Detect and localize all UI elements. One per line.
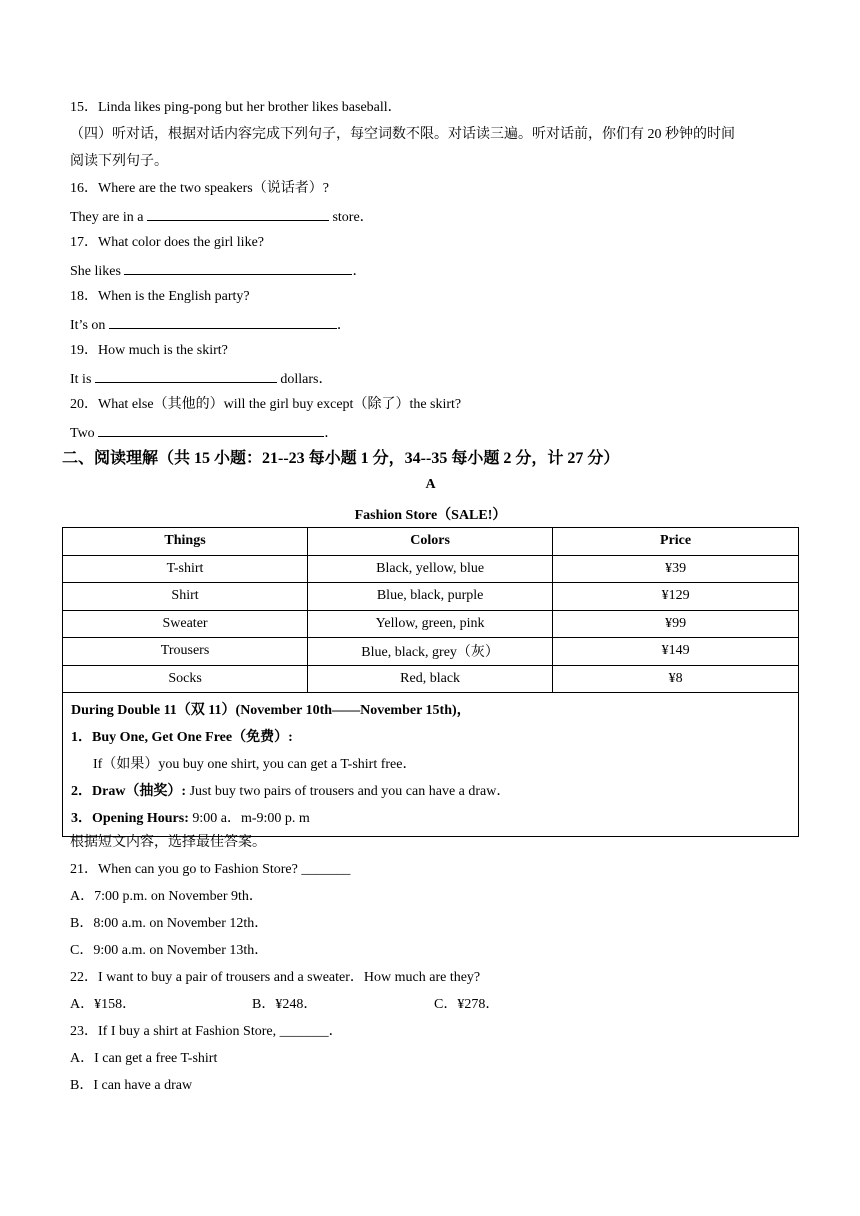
answer-suffix: ．	[324, 426, 339, 441]
passage-label: A	[425, 477, 436, 492]
table-row	[63, 638, 799, 666]
answer-suffix: store．	[332, 210, 374, 225]
table-row	[63, 583, 799, 611]
question-21: 21．When can you go to Fashion Store? _______	[70, 862, 351, 877]
question-22: 22．I want to buy a pair of trousers and a sweater．How much are they?	[70, 970, 481, 985]
answer-prefix: It is	[70, 372, 92, 387]
table-notes-row	[63, 693, 799, 837]
notes-item-3-text: 9:00 a．m-9:00 p. m	[188, 811, 310, 826]
answer-line-17	[70, 260, 366, 282]
table-row	[63, 610, 799, 638]
passage-title: Fashion Store（SALE!）	[354, 508, 507, 523]
cell-price: ¥129	[553, 583, 799, 611]
header-colors: Colors	[308, 528, 553, 556]
notes-item-2-text: Just buy two pairs of trousers and you can have a draw．	[186, 784, 511, 799]
answer-prefix: She likes	[70, 264, 121, 279]
cell-colors: Red, black	[308, 665, 553, 693]
listening-instruction-line1: （四）听对话，根据对话内容完成下列句子，每空词数不限。对话读三遍。听对话前，你们有 20 秒钟的时间	[70, 127, 735, 142]
answer-line-20	[70, 422, 338, 444]
question-18: 18．When is the English party?	[70, 289, 250, 304]
table-header-row	[63, 528, 799, 556]
cell-colors: Yellow, green, pink	[308, 610, 553, 638]
answer-line-18	[70, 314, 351, 336]
reading-instruction: 根据短文内容，选择最佳答案。	[70, 835, 266, 850]
answer-blank-19[interactable]	[95, 368, 277, 383]
sale-notes	[63, 693, 799, 837]
option-22-b[interactable]: B．¥248．	[252, 997, 318, 1012]
cell-price: ¥39	[553, 555, 799, 583]
option-21-c[interactable]: C．9:00 a.m. on November 13th．	[70, 943, 269, 958]
answer-prefix: It’s on	[70, 318, 106, 333]
answer-prefix: Two	[70, 426, 95, 441]
cell-thing: Sweater	[63, 610, 308, 638]
option-21-a[interactable]: A．7:00 p.m. on November 9th．	[70, 889, 263, 904]
answer-line-16	[70, 206, 374, 228]
cell-thing: Shirt	[63, 583, 308, 611]
answer-line-19	[70, 368, 333, 390]
answer-suffix: dollars．	[280, 372, 333, 387]
cell-thing: T-shirt	[63, 555, 308, 583]
header-things: Things	[63, 528, 308, 556]
cell-price: ¥99	[553, 610, 799, 638]
cell-colors: Black, yellow, blue	[308, 555, 553, 583]
notes-item-3-label: 3．Opening Hours:	[71, 811, 189, 826]
notes-item-3	[71, 805, 790, 832]
cell-colors: Blue, black, purple	[308, 583, 553, 611]
question-17: 17．What color does the girl like?	[70, 235, 264, 250]
answer-suffix: ．	[352, 264, 367, 279]
option-23-a[interactable]: A．I can get a free T-shirt	[70, 1051, 218, 1066]
question-23: 23．If I buy a shirt at Fashion Store, _______．	[70, 1024, 343, 1039]
option-22-a[interactable]: A．¥158．	[70, 997, 137, 1012]
cell-price: ¥8	[553, 665, 799, 693]
option-21-b[interactable]: B．8:00 a.m. on November 12th．	[70, 916, 269, 931]
answer-blank-16[interactable]	[147, 206, 329, 221]
question-20: 20．What else（其他的）will the girl buy except（除了）the skirt?	[70, 397, 462, 412]
notes-item-2	[71, 778, 790, 805]
header-price: Price	[553, 528, 799, 556]
notes-item-1: 1．Buy One, Get One Free（免费）:	[71, 730, 293, 745]
answer-blank-17[interactable]	[124, 260, 352, 275]
option-23-b[interactable]: B．I can have a draw	[70, 1078, 193, 1093]
table-row	[63, 665, 799, 693]
cell-price: ¥149	[553, 638, 799, 666]
cell-thing: Trousers	[63, 638, 308, 666]
question-19: 19．How much is the skirt?	[70, 343, 228, 358]
answer-prefix: They are in a	[70, 210, 144, 225]
answer-blank-18[interactable]	[109, 314, 337, 329]
notes-item-2-label: 2．Draw（抽奖）:	[71, 784, 187, 799]
option-22-c[interactable]: C．¥278．	[434, 997, 500, 1012]
cell-thing: Socks	[63, 665, 308, 693]
table-row	[63, 555, 799, 583]
answer-suffix: ．	[336, 318, 351, 333]
question-15: 15．Linda likes ping-pong but her brother likes baseball．	[70, 100, 402, 115]
notes-item-1-detail: If（如果）you buy one shirt, you can get a T-shirt free．	[93, 757, 417, 772]
listening-instruction-line2: 阅读下列句子。	[70, 154, 168, 169]
fashion-store-table	[62, 527, 799, 837]
notes-heading: During Double 11（双 11）(November 10th——November 15th)，	[71, 703, 471, 718]
cell-colors: Blue, black, grey（灰）	[308, 638, 553, 666]
answer-blank-20[interactable]	[98, 422, 324, 437]
question-16: 16．Where are the two speakers（说话者）?	[70, 181, 329, 196]
reading-section-title: 二、阅读理解（共 15 小题：21--23 每小题 1 分，34--35 每小题 2 分，计 27 分）	[62, 450, 620, 467]
